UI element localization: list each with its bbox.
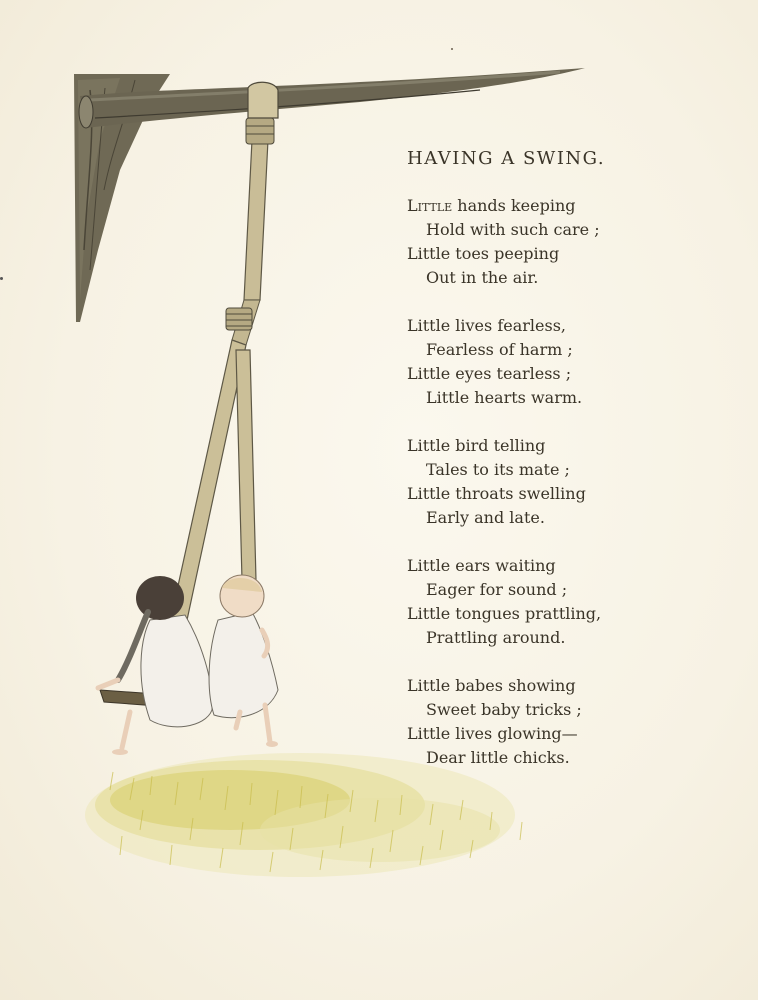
poem-line [407,194,727,218]
poem-line: Prattling around. [426,628,566,647]
stanza-5 [407,674,727,770]
stanza-1 [407,194,727,290]
stanza-3 [407,434,727,530]
poem-line: Little eyes tearless ; [407,364,572,383]
drop-word: Little [407,196,453,215]
poem-line: Little lives fearless, [407,316,566,335]
poem-line: Little ears waiting [407,556,556,575]
poem-line: Little lives glowing— [407,724,578,743]
poem-line: Hold with such care ; [426,220,600,239]
poem-line: Eager for sound ; [426,580,568,599]
poem-title: HAVING A SWING. [407,148,606,169]
poem-line: Sweet baby tricks ; [426,700,582,719]
poem-line: Tales to its mate ; [426,460,570,479]
paper-speck [451,48,453,50]
poem-line: Little bird telling [407,436,546,455]
poem-line: Little tongues prattling, [407,604,602,623]
poem-line: Little hearts warm. [426,388,583,407]
poem-line: Fearless of harm ; [426,340,573,359]
poem-line: Out in the air. [426,268,539,287]
poem-line: Little toes peeping [407,244,560,263]
poem-line: Little throats swelling [407,484,586,503]
stanza-4 [407,554,727,650]
stanza-2 [407,314,727,410]
line-rest: hands keeping [452,196,576,215]
poem-line: Early and late. [426,508,545,527]
poem-line: Dear little chicks. [426,748,570,767]
poem [407,146,727,794]
poem-line: Little babes showing [407,676,576,695]
margin-mark [0,277,3,280]
